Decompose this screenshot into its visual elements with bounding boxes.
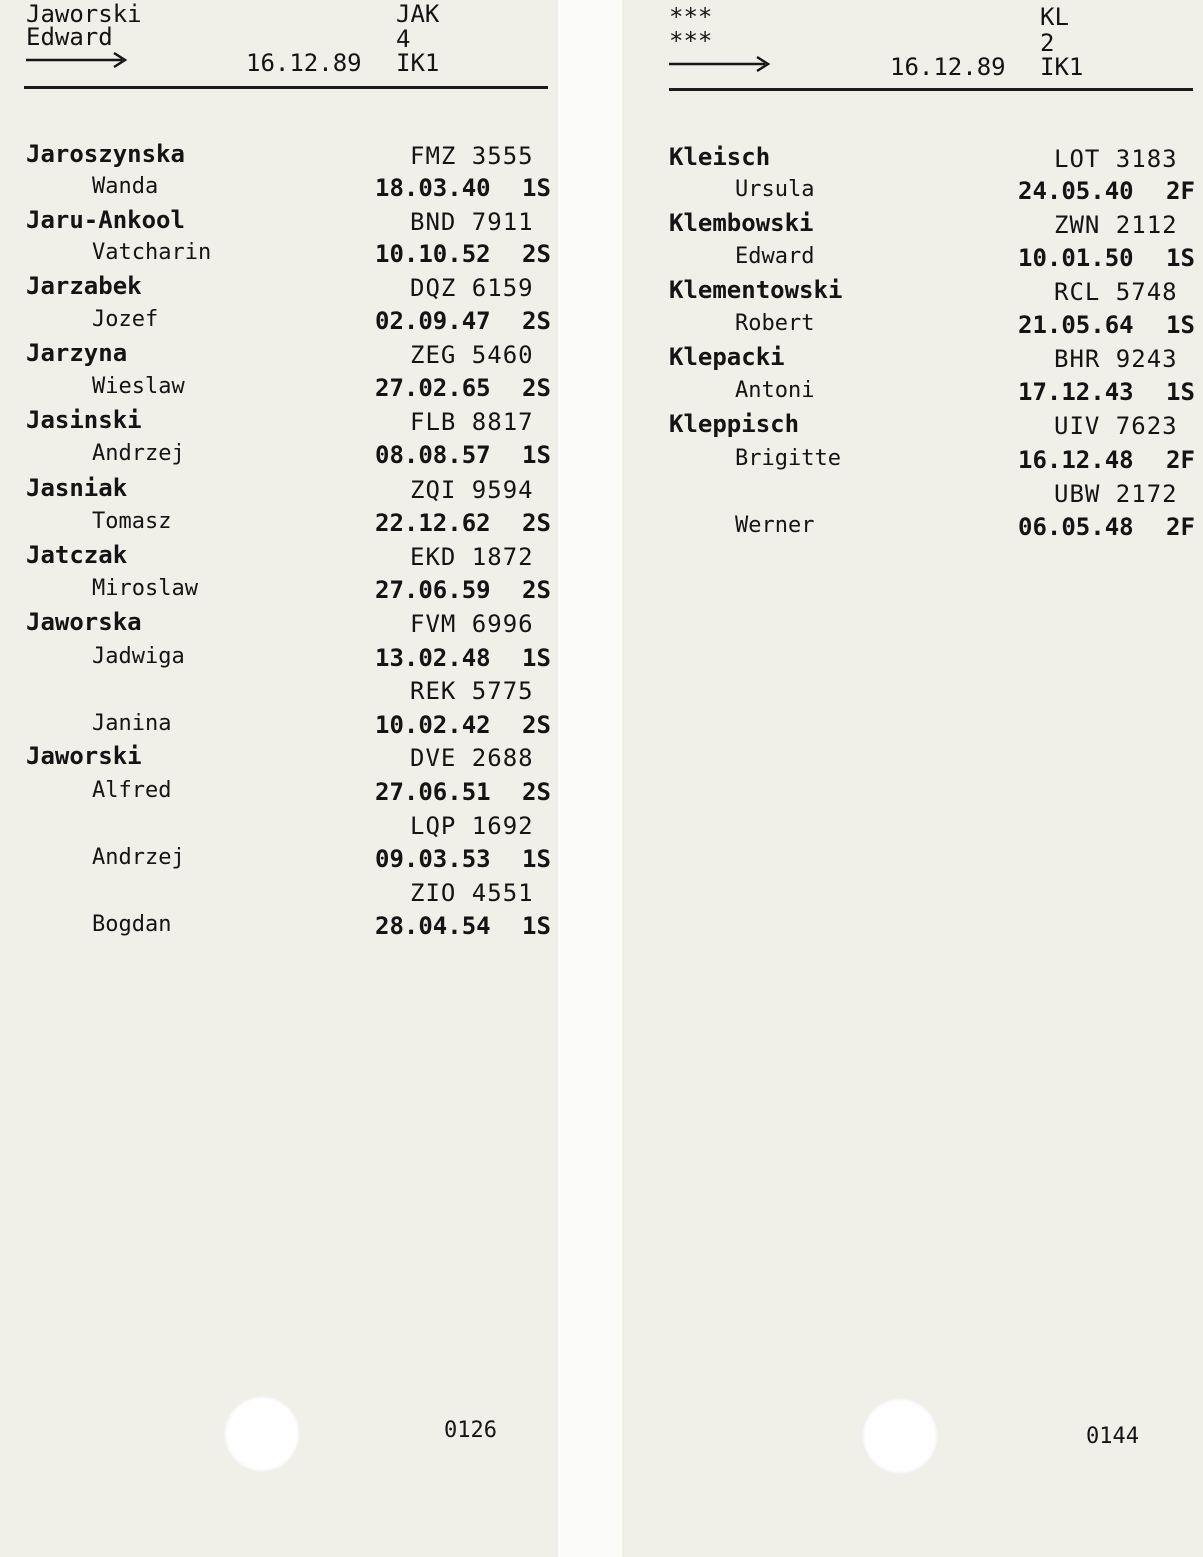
page-number: 0126 [444,1418,497,1443]
entry-class: 2S [522,374,551,402]
entry-class: 2S [522,711,551,739]
entry-code: LOT 3183 [1054,145,1178,173]
header-batch: IK1 [1040,53,1084,81]
entry-surname: Jaworski [26,742,142,770]
entry-date: 17.12.43 [1018,378,1134,406]
entry-surname: Jasinski [26,406,142,434]
entry-given-name: Tomasz [92,509,172,534]
entry-surname: Jarzyna [26,339,128,367]
entry-date: 21.05.64 [1018,311,1134,339]
entry-given-name: Robert [735,311,815,336]
entry-given-name: Andrzej [92,845,185,870]
arrow-right-icon [26,50,130,70]
entry-surname: Jaroszynska [26,140,185,168]
header-name-line2: *** [669,27,713,55]
entry-code: ZEG 5460 [410,341,534,369]
entry-class: 1S [522,644,551,672]
header-code-line1: JAK [396,0,440,28]
entry-date: 24.05.40 [1018,177,1134,205]
entry-code: ZWN 2112 [1054,211,1178,239]
entry-class: 2S [522,307,551,335]
entry-code: BHR 9243 [1054,345,1178,373]
entry-surname: Kleisch [669,143,771,171]
header-name-line1: Jaworski [26,0,142,28]
entry-code: BND 7911 [410,208,534,236]
entry-surname: Klepacki [669,343,785,371]
arrow-right-icon [669,54,773,74]
entry-class: 1S [522,845,551,873]
entry-class: 1S [1166,244,1195,272]
header-name-line1: *** [669,3,713,31]
header-rule [669,88,1193,91]
entry-surname: Jasniak [26,474,128,502]
entry-code: UBW 2172 [1054,480,1178,508]
entry-date: 02.09.47 [375,307,491,335]
entry-surname: Jaworska [26,608,142,636]
entry-class: 2S [522,240,551,268]
entry-given-name: Ursula [735,177,815,202]
entry-date: 27.06.51 [375,778,491,806]
entry-date: 06.05.48 [1018,513,1134,541]
entry-given-name: Janina [92,711,172,736]
entry-code: RCL 5748 [1054,278,1178,306]
entry-given-name: Edward [735,244,815,269]
entry-code: DQZ 6159 [410,274,534,302]
entry-code: EKD 1872 [410,543,534,571]
card-right [622,0,1203,1557]
entry-class: 2S [522,509,551,537]
entry-given-name: Antoni [735,378,815,403]
entry-code: ZQI 9594 [410,476,534,504]
entry-given-name: Miroslaw [92,576,198,601]
entry-given-name: Bogdan [92,912,172,937]
entry-surname: Kleppisch [669,410,800,438]
entry-class: 2F [1166,513,1195,541]
header-code-line1: KL [1040,3,1069,31]
header-code-line2: 4 [396,25,411,53]
entry-class: 1S [522,912,551,940]
header-name-line2: Edward [26,23,113,51]
entry-date: 09.03.53 [375,845,491,873]
entry-given-name: Vatcharin [92,240,212,265]
header-code-line2: 2 [1040,29,1055,57]
entry-date: 28.04.54 [375,912,491,940]
entry-surname: Klementowski [669,276,843,304]
entry-date: 10.10.52 [375,240,491,268]
gutter-between-cards [558,0,622,1557]
entry-surname: Jatczak [26,541,128,569]
entry-code: DVE 2688 [410,744,534,772]
entry-surname: Jarzabek [26,272,142,300]
header-date: 16.12.89 [890,53,1006,81]
entry-date: 27.02.65 [375,374,491,402]
entry-given-name: Alfred [92,778,172,803]
entry-given-name: Andrzej [92,441,185,466]
entry-code: REK 5775 [410,677,534,705]
entry-surname: Jaru-Ankool [26,206,185,234]
entry-date: 27.06.59 [375,576,491,604]
entry-given-name: Jadwiga [92,644,185,669]
entry-given-name: Wieslaw [92,374,185,399]
entry-code: ZIO 4551 [410,879,534,907]
punch-hole [862,1398,938,1474]
header-batch: IK1 [396,49,440,77]
entry-class: 2F [1166,177,1195,205]
entry-class: 2S [522,576,551,604]
entry-given-name: Jozef [92,307,159,332]
entry-date: 16.12.48 [1018,446,1134,474]
entry-date: 08.08.57 [375,441,491,469]
entry-given-name: Werner [735,513,815,538]
entry-date: 13.02.48 [375,644,491,672]
entry-code: FVM 6996 [410,610,534,638]
entry-class: 1S [1166,311,1195,339]
entry-class: 2S [522,778,551,806]
entry-date: 10.01.50 [1018,244,1134,272]
entry-class: 1S [522,441,551,469]
entry-code: FMZ 3555 [410,142,534,170]
entry-class: 1S [1166,378,1195,406]
entry-given-name: Wanda [92,174,159,199]
entry-surname: Klembowski [669,209,814,237]
entry-date: 22.12.62 [375,509,491,537]
entry-date: 18.03.40 [375,174,491,202]
entry-code: FLB 8817 [410,408,534,436]
entry-date: 10.02.42 [375,711,491,739]
entry-class: 2F [1166,446,1195,474]
page-number: 0144 [1086,1424,1139,1449]
entry-code: LQP 1692 [410,812,534,840]
entry-code: UIV 7623 [1054,412,1178,440]
header-date: 16.12.89 [246,49,362,77]
header-rule [24,86,548,89]
punch-hole [224,1396,300,1472]
entry-given-name: Brigitte [735,446,841,471]
entry-class: 1S [522,174,551,202]
card-left [0,0,558,1557]
